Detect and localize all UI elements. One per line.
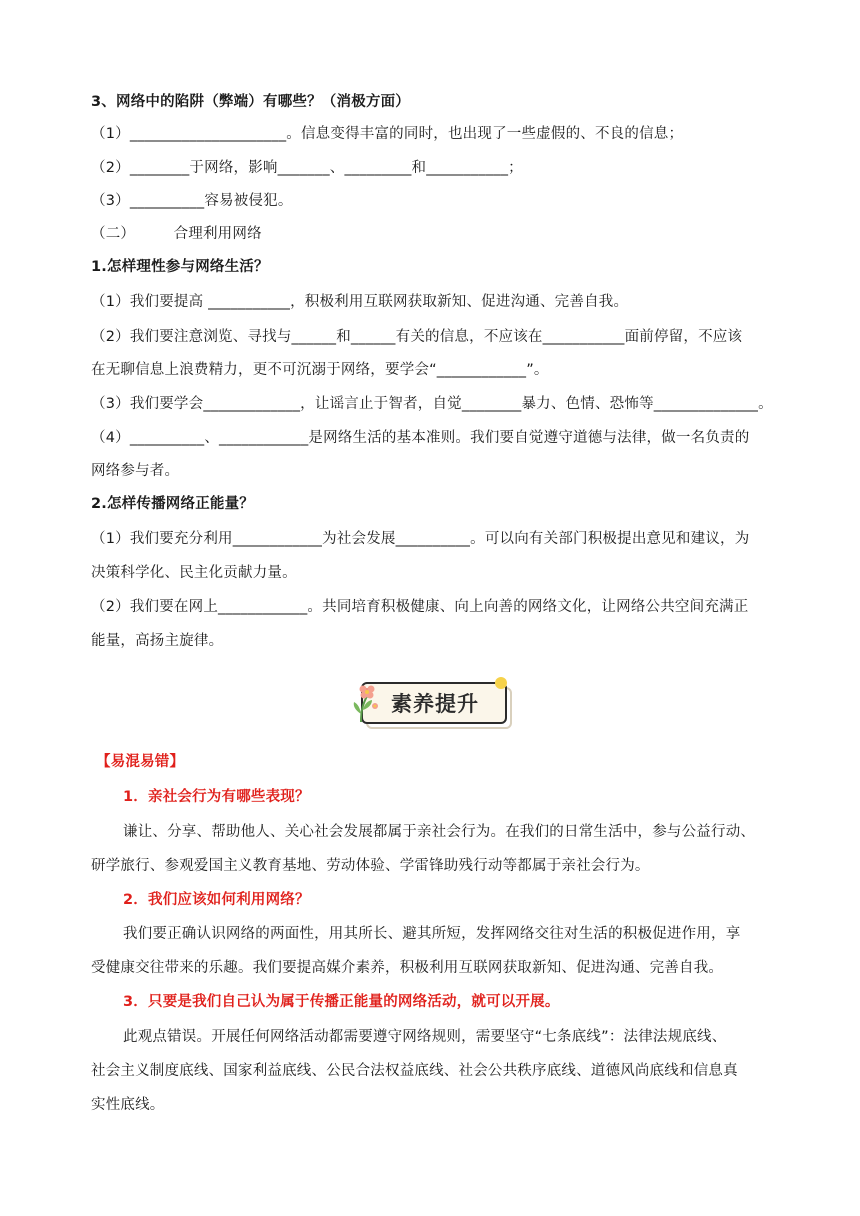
q2-line4: 能量，高扬主旋律。 bbox=[91, 633, 224, 649]
mix-p2-title: 2．我们应该如何利用网络？ bbox=[123, 892, 310, 908]
q1-line2: （2）我们要注意浏览、寻找与______和______有关的信息，不应该在___________面前停留，不应该 bbox=[91, 329, 743, 345]
mix-p2-line2: 受健康交往带来的乐趣。我们要提高媒介素养，积极利用互联网获取新知、促进沟通、完善自我。 bbox=[91, 960, 724, 976]
q2-line2: 决策科学化、民主化贡献力量。 bbox=[91, 565, 297, 581]
part2-heading: （二） 合理利用网络 bbox=[91, 226, 262, 242]
section3-item1: （1）_____________________。信息变得丰富的同时，也出现了一些虚假的、不良的信息； bbox=[91, 126, 684, 142]
mix-p3-title: 3．只要是我们自己认为属于传播正能量的网络活动，就可以开展。 bbox=[123, 994, 560, 1010]
q2-line1: （1）我们要充分利用____________为社会发展__________。可以向有关部门积极提出意见和建议，为 bbox=[91, 531, 750, 547]
mix-p1-line2: 研学旅行、参观爱国主义教育基地、劳动体验、学雷锋助残行动等都属于亲社会行为。 bbox=[91, 858, 650, 874]
mix-p3-line2: 社会主义制度底线、国家利益底线、公民合法权益底线、社会公共秩序底线、道德风尚底线和信息真 bbox=[91, 1063, 738, 1079]
q1-line1: （1）我们要提高 ___________，积极利用互联网获取新知、促进沟通、完善自我。 bbox=[91, 294, 629, 310]
q2-heading: 2.怎样传播网络正能量？ bbox=[91, 496, 254, 512]
mix-p1-line1: 谦让、分享、帮助他人、关心社会发展都属于亲社会行为。在我们的日常生活中，参与公益行动、 bbox=[123, 824, 756, 840]
mix-p2-line1: 我们要正确认识网络的两面性，用其所长、避其所短，发挥网络交往对生活的积极促进作用，享 bbox=[123, 926, 741, 942]
q1-line5: （4）__________、____________是网络生活的基本准则。我们要自觉遵守道德与法律，做一名负责的 bbox=[91, 430, 750, 446]
banner-title: 素养提升 bbox=[391, 692, 479, 716]
section-banner bbox=[347, 676, 507, 724]
sun-icon bbox=[494, 676, 508, 690]
mix-tag: 【易混易错】 bbox=[96, 754, 185, 770]
flower-icon bbox=[347, 680, 387, 724]
section3-heading: 3、网络中的陷阱（弊端）有哪些？（消极方面） bbox=[91, 94, 410, 110]
q1-line6: 网络参与者。 bbox=[91, 463, 180, 479]
q1-line4: （3）我们要学会_____________，让谣言止于智者，自觉________暴力、色情、恐怖等______________。 bbox=[91, 396, 773, 412]
mix-p3-line3: 实性底线。 bbox=[91, 1097, 165, 1113]
mix-p1-title: 1．亲社会行为有哪些表现？ bbox=[123, 789, 310, 805]
section3-item2: （2）________于网络，影响_______、_________和___________； bbox=[91, 160, 523, 176]
q1-line3: 在无聊信息上浪费精力，更不可沉溺于网络，要学会“____________”。 bbox=[91, 362, 549, 378]
mix-p3-line1: 此观点错误。开展任何网络活动都需要遵守网络规则，需要坚守“七条底线”：法律法规底线、 bbox=[123, 1029, 727, 1045]
q2-line3: （2）我们要在网上____________。共同培育积极健康、向上向善的网络文化，让网络公共空间充满正 bbox=[91, 599, 749, 615]
section3-item3: （3）__________容易被侵犯。 bbox=[91, 193, 293, 209]
q1-heading: 1.怎样理性参与网络生活？ bbox=[91, 259, 269, 275]
